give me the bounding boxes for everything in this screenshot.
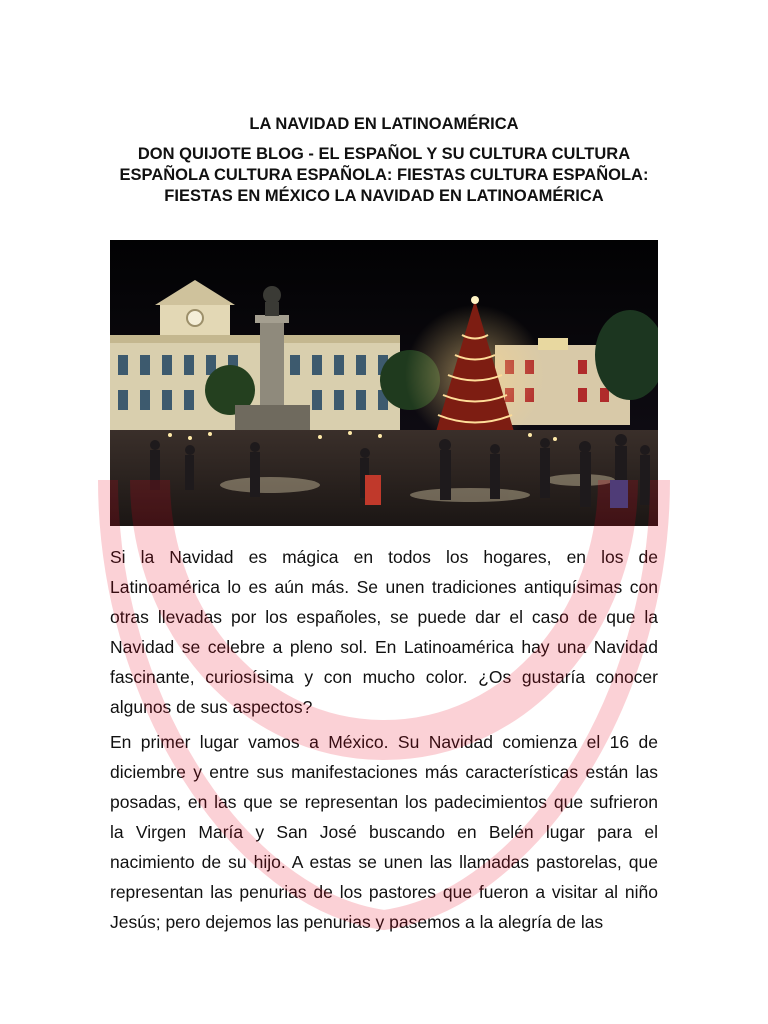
document-title: LA NAVIDAD EN LATINOAMÉRICA: [249, 115, 519, 133]
christmas-plaza-photo: [110, 240, 658, 526]
paragraph-mexico: En primer lugar vamos a México. Su Navidad comienza el 16 de diciembre y entre sus manifestaciones más características están las posadas, en las que se representan los padecimientos que sufrieron la Virgen María y San José buscando en Belén lugar para el nacimiento de su hijo. A estas se unen las llamadas pastorelas, que representan las penurias de los pastores que fueron a visitar al niño Jesús; pero dejemos las penurias y pasemos a la alegría de las: [110, 732, 658, 932]
paragraph-intro: Si la Navidad es mágica en todos los hogares, en los de Latinoamérica lo es aún más. Se unen tradiciones antiquísimas con otras llevadas por los españoles, se puede dar el caso de que la Navidad se celebre a pleno sol. En Latinoamérica hay una Navidad fascinante, curiosísima y con mucho color. ¿Os gustaría conocer algunos de sus aspectos?: [110, 547, 658, 717]
photo-illustration: [110, 240, 658, 526]
document-subtitle: DON QUIJOTE BLOG - EL ESPAÑOL Y SU CULTURA CULTURA ESPAÑOLA CULTURA ESPAÑOLA: FIESTAS CULTURA ESPAÑOLA: FIESTAS EN MÉXICO LA NAVIDAD EN LATINOAMÉRICA: [119, 145, 649, 205]
